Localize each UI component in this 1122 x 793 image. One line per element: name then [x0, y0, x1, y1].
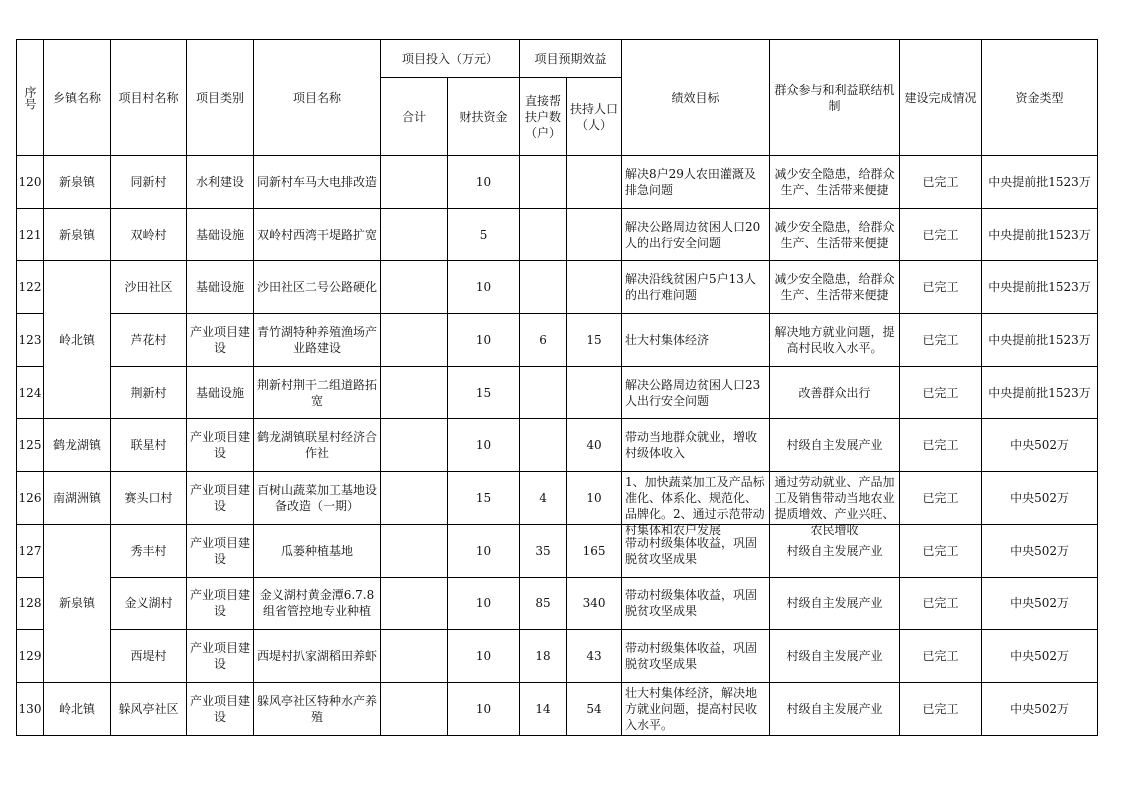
cell-households	[520, 366, 567, 419]
cell-fund-type: 中央502万	[982, 472, 1098, 525]
cell-project	[254, 419, 381, 472]
cell-total	[381, 208, 448, 261]
cell-mechanism	[770, 472, 900, 537]
cell-village: 赛头口村	[111, 472, 187, 525]
header-investment: 项目投入（万元）	[381, 40, 520, 78]
cell-people	[567, 261, 622, 314]
cell-people: 10	[567, 472, 622, 525]
cell-category: 水利建设	[187, 156, 254, 209]
cell-goal	[622, 156, 770, 209]
cell-people	[567, 208, 622, 261]
cell-goal-text: 带动村级集体收益，巩固脱贫攻坚成果	[625, 641, 758, 672]
cell-mechanism	[770, 682, 900, 735]
cell-goal	[622, 314, 770, 367]
cell-village: 沙田社区	[111, 261, 187, 314]
cell-fund-type: 中央提前批1523万	[982, 261, 1098, 314]
cell-total	[381, 314, 448, 367]
header-mechanism: 群众参与和利益联结机制	[770, 40, 900, 156]
header-status: 建设完成情况	[900, 40, 982, 156]
table-row	[17, 156, 1098, 209]
cell-mechanism	[770, 630, 900, 683]
cell-goal-text: 解决公路周边贫困人口20人的出行安全问题	[625, 219, 761, 250]
cell-seq: 124	[17, 366, 44, 419]
header-village: 项目村名称	[111, 40, 187, 156]
table-row	[17, 419, 1098, 472]
cell-fund-type: 中央502万	[982, 419, 1098, 472]
cell-goal	[622, 577, 770, 630]
cell-project-text: 荆新村荆干二组道路拓宽	[257, 377, 378, 408]
cell-category: 基础设施	[187, 208, 254, 261]
cell-total	[381, 682, 448, 735]
cell-fund: 10	[448, 577, 520, 630]
cell-goal	[622, 208, 770, 261]
cell-status: 已完工	[900, 577, 982, 630]
cell-category: 产业项目建设	[187, 524, 254, 577]
cell-goal-text: 解决公路周边贫困人口23人出行安全问题	[625, 377, 761, 408]
cell-seq: 126	[17, 472, 44, 525]
cell-project	[254, 524, 381, 577]
cell-project-text: 鹤龙湖镇联星村经济合作社	[257, 430, 378, 461]
cell-status: 已完工	[900, 366, 982, 419]
cell-people	[567, 156, 622, 209]
cell-seq: 121	[17, 208, 44, 261]
cell-village: 芦花村	[111, 314, 187, 367]
cell-status: 已完工	[900, 208, 982, 261]
cell-fund: 15	[448, 366, 520, 419]
cell-mechanism	[770, 419, 900, 472]
cell-mechanism	[770, 156, 900, 209]
cell-category: 产业项目建设	[187, 630, 254, 683]
cell-households: 14	[520, 682, 567, 735]
cell-project-text: 瓜蒌种植基地	[280, 543, 353, 558]
cell-goal-text: 壮大村集体经济，解决地方就业问题，提高村民收入水平。	[625, 685, 758, 732]
cell-status: 已完工	[900, 524, 982, 577]
cell-town: 岭北镇	[44, 682, 111, 735]
cell-mechanism-text: 解决地方就业问题，提高村民收入水平。	[774, 324, 895, 355]
cell-project	[254, 366, 381, 419]
table-row	[17, 472, 1098, 525]
table-row	[17, 208, 1098, 261]
cell-village: 同新村	[111, 156, 187, 209]
cell-fund: 10	[448, 524, 520, 577]
cell-status: 已完工	[900, 472, 982, 525]
cell-mechanism-text: 改善群众出行	[798, 385, 871, 400]
cell-fund: 5	[448, 208, 520, 261]
cell-project	[254, 208, 381, 261]
cell-fund-type: 中央502万	[982, 577, 1098, 630]
cell-seq: 129	[17, 630, 44, 683]
table-row	[17, 682, 1098, 735]
cell-goal-text: 解决8户29人农田灌溉及排急问题	[625, 166, 756, 197]
cell-category: 基础设施	[187, 261, 254, 314]
cell-fund: 15	[448, 472, 520, 525]
cell-fund-type: 中央502万	[982, 630, 1098, 683]
cell-fund-type: 中央502万	[982, 524, 1098, 577]
cell-mechanism-text: 村级自主发展产业	[786, 649, 883, 664]
cell-goal-text: 壮大村集体经济	[625, 332, 710, 347]
cell-mechanism-text: 村级自主发展产业	[786, 596, 883, 611]
cell-fund: 10	[448, 314, 520, 367]
cell-mechanism	[770, 577, 900, 630]
cell-mechanism-text: 村级自主发展产业	[786, 438, 883, 453]
table-row	[17, 630, 1098, 683]
cell-fund-type: 中央提前批1523万	[982, 366, 1098, 419]
cell-people: 54	[567, 682, 622, 735]
cell-village: 双岭村	[111, 208, 187, 261]
cell-seq: 130	[17, 682, 44, 735]
cell-people: 340	[567, 577, 622, 630]
header-category: 项目类别	[187, 40, 254, 156]
cell-goal	[622, 682, 770, 735]
cell-households: 85	[520, 577, 567, 630]
cell-project-text: 同新村车马大电排改造	[257, 174, 378, 189]
cell-project-text: 躲风亭社区特种水产养殖	[257, 693, 378, 724]
cell-goal	[622, 630, 770, 683]
cell-total	[381, 630, 448, 683]
cell-total	[381, 156, 448, 209]
header-seq: 序号	[17, 40, 44, 156]
cell-seq: 125	[17, 419, 44, 472]
header-benefit: 项目预期效益	[520, 40, 622, 78]
cell-goal	[622, 261, 770, 314]
cell-people: 165	[567, 524, 622, 577]
cell-project-text: 百树山蔬菜加工基地设备改造（一期）	[257, 482, 378, 513]
cell-project-text: 双岭村西湾干堤路扩宽	[257, 227, 378, 242]
cell-goal-text: 带动村级集体收益，巩固脱贫攻坚成果	[625, 588, 758, 619]
cell-project	[254, 261, 381, 314]
table-body	[17, 156, 1098, 736]
cell-mechanism-text: 村级自主发展产业	[786, 543, 883, 558]
cell-total	[381, 366, 448, 419]
cell-fund: 10	[448, 419, 520, 472]
header-fund: 财扶资金	[448, 78, 520, 156]
cell-village: 荆新村	[111, 366, 187, 419]
cell-seq: 128	[17, 577, 44, 630]
cell-households: 6	[520, 314, 567, 367]
header-project: 项目名称	[254, 40, 381, 156]
cell-project	[254, 156, 381, 209]
cell-village: 联星村	[111, 419, 187, 472]
cell-total	[381, 261, 448, 314]
cell-fund: 10	[448, 156, 520, 209]
cell-people: 40	[567, 419, 622, 472]
cell-people	[567, 366, 622, 419]
cell-seq: 120	[17, 156, 44, 209]
cell-village: 金义湖村	[111, 577, 187, 630]
cell-project-text: 沙田社区二号公路硬化	[257, 280, 378, 295]
cell-village: 秀丰村	[111, 524, 187, 577]
cell-seq: 123	[17, 314, 44, 367]
cell-households	[520, 208, 567, 261]
cell-fund-type: 中央提前批1523万	[982, 314, 1098, 367]
cell-seq: 127	[17, 524, 44, 577]
cell-goal-text: 解决沿线贫困户5户13人的出行难问题	[625, 272, 756, 303]
cell-category: 产业项目建设	[187, 682, 254, 735]
cell-mechanism-text: 减少安全隐患，给群众生产、生活带来便捷	[774, 166, 895, 197]
table-row	[17, 524, 1098, 577]
cell-total	[381, 419, 448, 472]
cell-total	[381, 472, 448, 525]
cell-households	[520, 156, 567, 209]
cell-mechanism-text: 通过劳动就业、产品加工及销售带动当地农业提质增效、产业兴旺、农民增收	[774, 474, 895, 537]
cell-fund-type: 中央提前批1523万	[982, 208, 1098, 261]
cell-project	[254, 314, 381, 367]
cell-category: 产业项目建设	[187, 419, 254, 472]
cell-fund: 10	[448, 261, 520, 314]
cell-project	[254, 577, 381, 630]
cell-project	[254, 682, 381, 735]
table-row	[17, 577, 1098, 630]
cell-mechanism	[770, 261, 900, 314]
cell-goal-text: 带动村级集体收益，巩固脱贫攻坚成果	[625, 535, 758, 566]
cell-fund: 10	[448, 682, 520, 735]
cell-project	[254, 630, 381, 683]
project-table	[16, 39, 1098, 736]
cell-fund-type: 中央提前批1523万	[982, 156, 1098, 209]
cell-fund-type: 中央502万	[982, 682, 1098, 735]
cell-town: 新泉镇	[44, 208, 111, 261]
header-households: 直接帮扶户数（户）	[520, 78, 567, 156]
cell-category: 产业项目建设	[187, 314, 254, 367]
cell-status: 已完工	[900, 682, 982, 735]
cell-project-text: 西堤村扒家湖稻田养虾	[257, 649, 378, 664]
cell-category: 产业项目建设	[187, 472, 254, 525]
cell-goal-text: 带动当地群众就业，增收村级体收入	[625, 430, 758, 461]
cell-status: 已完工	[900, 314, 982, 367]
header-goal: 绩效目标	[622, 40, 770, 156]
cell-seq: 122	[17, 261, 44, 314]
cell-households	[520, 261, 567, 314]
cell-people: 15	[567, 314, 622, 367]
cell-mechanism-text: 村级自主发展产业	[786, 701, 883, 716]
cell-town: 鹤龙湖镇	[44, 419, 111, 472]
cell-households: 4	[520, 472, 567, 525]
cell-goal-text: 1、加快蔬菜加工及产品标准化、体系化、规范化、品牌化。2、通过示范带动村集体和农户发展	[625, 474, 765, 537]
header-total: 合计	[381, 78, 448, 156]
cell-people: 43	[567, 630, 622, 683]
cell-total	[381, 524, 448, 577]
table-row	[17, 314, 1098, 367]
cell-households: 35	[520, 524, 567, 577]
cell-project-text: 金义湖村黄金潭6.7.8组省管控地专业种植	[259, 588, 375, 619]
cell-mechanism-text: 减少安全隐患，给群众生产、生活带来便捷	[774, 219, 895, 250]
cell-households	[520, 419, 567, 472]
cell-fund: 10	[448, 630, 520, 683]
cell-goal	[622, 366, 770, 419]
header-people: 扶持人口（人）	[567, 78, 622, 156]
cell-status: 已完工	[900, 261, 982, 314]
cell-mechanism	[770, 314, 900, 367]
cell-town: 新泉镇	[44, 524, 111, 682]
cell-households: 18	[520, 630, 567, 683]
cell-mechanism	[770, 208, 900, 261]
cell-category: 基础设施	[187, 366, 254, 419]
cell-mechanism-text: 减少安全隐患，给群众生产、生活带来便捷	[774, 272, 895, 303]
cell-goal	[622, 419, 770, 472]
header-town: 乡镇名称	[44, 40, 111, 156]
cell-status: 已完工	[900, 630, 982, 683]
cell-project-text: 青竹湖特种养殖渔场产业路建设	[257, 324, 378, 355]
cell-village: 躲风亭社区	[111, 682, 187, 735]
cell-category: 产业项目建设	[187, 577, 254, 630]
cell-town: 岭北镇	[44, 261, 111, 419]
cell-town: 南湖洲镇	[44, 472, 111, 525]
table-row	[17, 366, 1098, 419]
cell-project	[254, 472, 381, 525]
header-fund-type: 资金类型	[982, 40, 1098, 156]
cell-goal	[622, 472, 770, 537]
cell-town: 新泉镇	[44, 156, 111, 209]
cell-village: 西堤村	[111, 630, 187, 683]
cell-status: 已完工	[900, 419, 982, 472]
cell-total	[381, 577, 448, 630]
cell-mechanism	[770, 366, 900, 419]
table-row	[17, 261, 1098, 314]
cell-status: 已完工	[900, 156, 982, 209]
